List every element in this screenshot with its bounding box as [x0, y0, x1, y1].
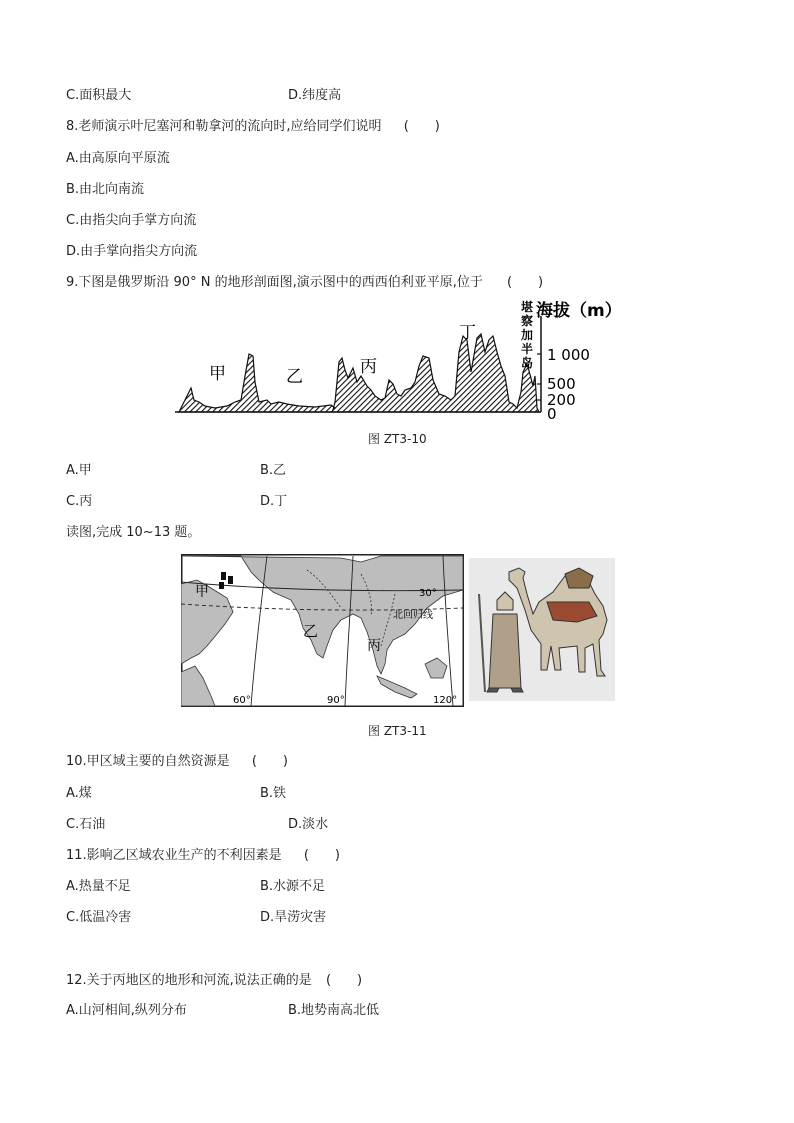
- q10-stem: [66, 753, 288, 771]
- q9-option-c: C.丙: [66, 494, 93, 509]
- q12-answer-bracket: ( ): [325, 973, 363, 988]
- tick-label-500: 500: [547, 375, 576, 393]
- map-lon-60-label: 60°: [233, 695, 251, 706]
- altitude-axis-title: 海拔（m）: [536, 301, 622, 321]
- q9-option-a: A.甲: [66, 463, 92, 478]
- q9-option-b: B.乙: [260, 463, 287, 478]
- svg-text:察: 察: [521, 314, 534, 328]
- tick-label-200: 200: [547, 391, 576, 409]
- q9-answer-bracket: ( ): [506, 275, 544, 290]
- q11-option-c: C.低温冷害: [66, 910, 132, 925]
- svg-text:半: 半: [521, 342, 534, 356]
- q11-stem-text: 11.影响乙区域农业生产的不利因素是: [66, 848, 282, 863]
- q9-option-d: D.丁: [260, 494, 288, 509]
- map-lon-120-label: 120°: [433, 695, 458, 706]
- q12-option-a: A.山河相间,纵列分布: [66, 1003, 187, 1018]
- svg-text:堪: 堪: [521, 300, 534, 314]
- q10-answer-bracket: ( ): [251, 754, 288, 769]
- q9-stem: [66, 274, 543, 292]
- q10-option-c: C.石油: [66, 817, 106, 832]
- group-intro: 读图,完成 10~13 题。: [66, 525, 201, 540]
- terrain-profile-shape: [179, 334, 539, 412]
- map-label-jia: 甲: [195, 584, 209, 600]
- asia-map-figure: [181, 554, 464, 707]
- map-label-tropic: 北回归线: [393, 610, 433, 621]
- q10-option-d: D.淡水: [288, 817, 329, 832]
- tick-label-1000: 1 000: [547, 346, 590, 364]
- q12-stem: [66, 972, 362, 990]
- map-lat-30-label: 30°: [419, 588, 437, 599]
- q8-option-d: D.由手掌向指尖方向流: [66, 244, 198, 259]
- q12-option-b: B.地势南高北低: [288, 1003, 380, 1018]
- kamchatka-label: [520, 299, 533, 370]
- q10-option-a: A.煤: [66, 786, 92, 801]
- q8-stem-text: 8.老师演示叶尼塞河和勒拿河的流向时,应给同学们说明: [66, 119, 382, 134]
- region-label-bing: 丙: [360, 357, 377, 377]
- q8-option-a: A.由高原向平原流: [66, 151, 170, 166]
- map-label-bing: 丙: [367, 638, 381, 654]
- q8-stem: [66, 118, 440, 136]
- tick-label-0: 0: [547, 405, 557, 420]
- svg-text:岛: 岛: [521, 356, 534, 370]
- region-label-ding: 丁: [459, 323, 476, 343]
- q8-answer-bracket: ( ): [403, 119, 440, 134]
- figure-caption-zt3-11: 图 ZT3-11: [368, 724, 427, 738]
- q8-option-c: C.由指尖向手掌方向流: [66, 213, 197, 228]
- region-label-yi: 乙: [286, 367, 303, 387]
- svg-text:加: 加: [521, 328, 534, 342]
- q11-option-b: B.水源不足: [260, 879, 326, 894]
- q9-stem-text: 9.下图是俄罗斯沿 90° N 的地形剖面图,演示图中的西西伯利亚平原,位于: [66, 275, 483, 290]
- q7-option-c: C.面积最大: [66, 88, 132, 103]
- q11-stem: [66, 847, 340, 865]
- map-lon-90-label: 90°: [327, 695, 345, 706]
- q7-option-d: D.纬度高: [288, 88, 342, 103]
- q11-option-d: D.旱涝灾害: [260, 910, 327, 925]
- q12-stem-text: 12.关于丙地区的地形和河流,说法正确的是: [66, 973, 312, 988]
- q11-option-a: A.热量不足: [66, 879, 131, 894]
- q10-option-b: B.铁: [260, 786, 287, 801]
- region-label-jia: 甲: [209, 364, 226, 384]
- camel-traveler-illustration: [469, 558, 615, 701]
- figure-caption-zt3-10: 图 ZT3-10: [368, 432, 427, 446]
- q10-stem-text: 10.甲区域主要的自然资源是: [66, 754, 230, 769]
- terrain-profile-figure: [175, 296, 625, 420]
- q8-option-b: B.由北向南流: [66, 182, 145, 197]
- q11-answer-bracket: ( ): [303, 848, 340, 863]
- map-label-yi: 乙: [303, 622, 319, 640]
